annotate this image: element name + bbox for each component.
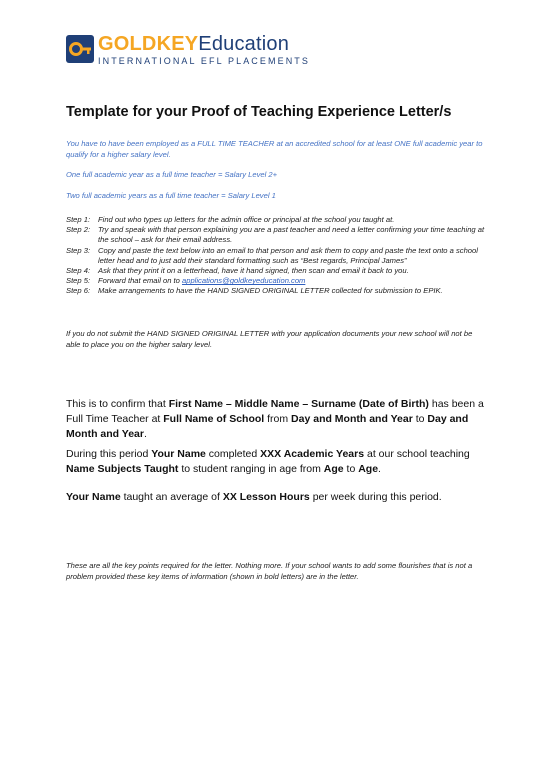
step-item (66, 276, 486, 286)
step-number: Step 2: (66, 225, 91, 235)
letter-text: This is to confirm that (66, 398, 169, 410)
letter-text: completed (205, 448, 261, 460)
letter-text: . (378, 463, 381, 475)
letter-text: at our school teaching (364, 448, 470, 460)
step-text: Copy and paste the text below into an email to that person and ask them to copy and paste the text onto a school letter head and to just add their standard formatting such as “Best regards, Principal James” (98, 245, 478, 265)
step-number: Step 3: (66, 245, 91, 255)
step-text: Find out who types up letters for the admin office or principal at the school you taught at. (98, 215, 395, 224)
document-title: Template for your Proof of Teaching Experience Letter/s (66, 104, 452, 120)
letter-text: to (343, 463, 359, 475)
step-number: Step 6: (66, 286, 91, 296)
placeholder-field: Your Name (151, 448, 206, 460)
letter-text: to (412, 413, 428, 425)
placeholder-field: First Name – Middle Name – Surname (Date of Birth) (168, 398, 429, 410)
letter-text: During this period (66, 448, 152, 460)
placeholder-field: XXX Academic Years (260, 448, 365, 460)
goldkey-logo (66, 33, 310, 69)
placeholder-field: Age (358, 463, 379, 475)
placeholder-field: Name Subjects Taught (66, 463, 179, 475)
applications-email-link[interactable]: applications@goldkeyeducation.com (182, 276, 306, 286)
placeholder-field: Your Name (66, 491, 121, 503)
step-text: Ask that they print it on a letterhead, have it hand signed, then scan and email it back to you. (98, 266, 409, 276)
step-number: Step 5: (66, 276, 91, 286)
step-item (66, 215, 486, 225)
letter-text: per week during this period. (309, 491, 442, 503)
logo-wordmark: GOLDKEYEducation (98, 33, 290, 55)
letter-paragraph-confirmation (66, 397, 486, 442)
steps-list (66, 215, 486, 297)
step-text: Forward that email on to applications@goldkeyeducation.com (98, 276, 306, 286)
placeholder-field: Day and Month and Year (291, 413, 413, 425)
step-item (66, 225, 486, 245)
letter-text: to student ranging in age from (178, 463, 324, 475)
salary-level-2-note: One full academic year as a full time teacher = Salary Level 2+ (66, 170, 278, 179)
footer-note: These are all the key points required for the letter. Nothing more. If your school wants to add some flourishes that is not a problem provided these key items of information (shown in bold letters) are in the letter. (66, 561, 473, 581)
letter-paragraph-period (66, 447, 486, 477)
placeholder-field: Full Name of School (163, 413, 265, 425)
step-number: Step 1: (66, 215, 91, 224)
placeholder-field: Age (323, 463, 344, 475)
logo-tagline: INTERNATIONAL EFL PLACEMENTS (98, 56, 310, 66)
letter-text: . (144, 428, 147, 440)
key-logo-icon (66, 35, 94, 63)
letter-text: taught an average of (120, 491, 223, 503)
step-item (66, 266, 486, 276)
salary-level-1-note: Two full academic years as a full time teacher = Salary Level 1 (66, 191, 276, 200)
letter-text: has been a Full Time Teacher at (66, 398, 484, 425)
placeholder-field: Day and Month and Year (66, 413, 469, 440)
requirement-note: You have to have been employed as a FULL TIME TEACHER at an accredited school for at least ONE full academic year to qualify for a higher salary level. (66, 139, 483, 159)
step-text: Make arrangements to have the HAND SIGNED ORIGINAL LETTER collected for submission to EPIK. (98, 286, 443, 296)
step-number: Step 4: (66, 266, 91, 276)
letter-text: from (264, 413, 292, 425)
step-item (66, 246, 486, 266)
step-text: Try and speak with that person explaining you are a past teacher and need a letter confirming your time teaching at the school – ask for their email address. (98, 225, 485, 245)
placeholder-field: XX Lesson Hours (222, 491, 310, 503)
letter-paragraph-hours (66, 490, 486, 505)
submission-warning: If you do not submit the HAND SIGNED ORIGINAL LETTER with your application documents your new school will not be able to place you on the higher salary level. (66, 329, 473, 349)
step-item (66, 286, 486, 296)
